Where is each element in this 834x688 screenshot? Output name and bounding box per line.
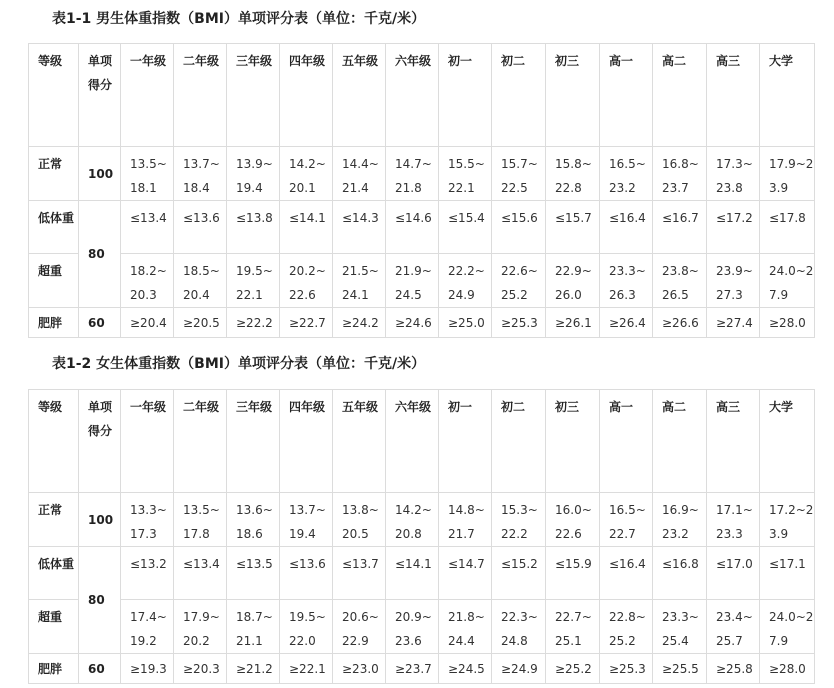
bmi-value-cell: 22.7~25.1 xyxy=(546,600,600,654)
bmi-value-cell: 15.7~22.5 xyxy=(492,147,546,201)
bmi-value-cell: 13.5~17.8 xyxy=(174,493,227,547)
bmi-value-cell: 14.8~21.7 xyxy=(439,493,492,547)
bmi-value-cell: 16.8~23.7 xyxy=(653,147,707,201)
grade-header: 三年级 xyxy=(227,44,280,147)
table-1-caption: 表1-1 男生体重指数（BMI）单项评分表（单位：千克/米） xyxy=(52,11,426,27)
level-label: 超重 xyxy=(29,600,79,654)
grade-header: 高二 xyxy=(653,44,707,147)
grade-header: 高一 xyxy=(600,44,653,147)
bmi-value-cell: ≤17.1 xyxy=(760,547,815,600)
bmi-value-cell: ≤13.7 xyxy=(333,547,386,600)
bmi-value-cell: ≥25.2 xyxy=(546,654,600,684)
bmi-value-cell: 16.9~23.2 xyxy=(653,493,707,547)
bmi-value-cell: 14.2~20.1 xyxy=(280,147,333,201)
bmi-value-cell: 13.6~18.6 xyxy=(227,493,280,547)
bmi-value-cell: ≤13.6 xyxy=(280,547,333,600)
level-label: 低体重 xyxy=(29,547,79,600)
bmi-value-cell: ≤14.1 xyxy=(280,201,333,254)
female-bmi-table xyxy=(28,389,815,684)
bmi-value-cell: 23.3~26.3 xyxy=(600,254,653,308)
grade-header: 高一 xyxy=(600,390,653,493)
grade-header: 一年级 xyxy=(121,390,174,493)
grade-header: 初二 xyxy=(492,44,546,147)
bmi-value-cell: 13.5~18.1 xyxy=(121,147,174,201)
grade-header: 初二 xyxy=(492,390,546,493)
bmi-value-cell: ≤16.7 xyxy=(653,201,707,254)
bmi-value-cell: 23.9~27.3 xyxy=(707,254,760,308)
bmi-value-cell: ≤13.8 xyxy=(227,201,280,254)
bmi-value-cell: 14.4~21.4 xyxy=(333,147,386,201)
bmi-value-cell: 23.3~25.4 xyxy=(653,600,707,654)
bmi-value-cell: 24.0~27.9 xyxy=(760,254,815,308)
grade-header: 初三 xyxy=(546,390,600,493)
bmi-value-cell: 22.8~25.2 xyxy=(600,600,653,654)
bmi-value-cell: 13.9~19.4 xyxy=(227,147,280,201)
score-value: 60 xyxy=(79,654,121,684)
bmi-value-cell: ≥19.3 xyxy=(121,654,174,684)
grade-header: 高三 xyxy=(707,390,760,493)
level-label: 超重 xyxy=(29,254,79,308)
level-label: 肥胖 xyxy=(29,654,79,684)
bmi-value-cell: 17.9~23.9 xyxy=(760,147,815,201)
bmi-value-cell: ≥25.3 xyxy=(492,308,546,338)
bmi-value-cell: 14.2~20.8 xyxy=(386,493,439,547)
bmi-value-cell: 13.3~17.3 xyxy=(121,493,174,547)
bmi-value-cell: 13.7~19.4 xyxy=(280,493,333,547)
bmi-value-cell: 22.6~25.2 xyxy=(492,254,546,308)
bmi-value-cell: ≤16.4 xyxy=(600,547,653,600)
score-value: 80 xyxy=(79,201,121,308)
bmi-value-cell: 16.5~22.7 xyxy=(600,493,653,547)
bmi-value-cell: ≤17.0 xyxy=(707,547,760,600)
bmi-value-cell: ≤14.7 xyxy=(439,547,492,600)
header-row xyxy=(29,390,815,493)
bmi-value-cell: ≤15.2 xyxy=(492,547,546,600)
bmi-value-cell: 21.9~24.5 xyxy=(386,254,439,308)
bmi-value-cell: ≤13.5 xyxy=(227,547,280,600)
table-row-normal xyxy=(29,147,815,201)
bmi-value-cell: 17.4~19.2 xyxy=(121,600,174,654)
bmi-value-cell: ≤17.8 xyxy=(760,201,815,254)
score-value: 100 xyxy=(79,147,121,201)
bmi-value-cell: 19.5~22.0 xyxy=(280,600,333,654)
score-header: 单项得分 xyxy=(79,44,121,147)
bmi-value-cell: 24.0~27.9 xyxy=(760,600,815,654)
bmi-value-cell: 22.3~24.8 xyxy=(492,600,546,654)
bmi-value-cell: 16.5~23.2 xyxy=(600,147,653,201)
grade-header: 六年级 xyxy=(386,390,439,493)
table-row-low xyxy=(29,547,815,600)
bmi-value-cell: ≥28.0 xyxy=(760,308,815,338)
table-row-obese xyxy=(29,308,815,338)
grade-header: 大学 xyxy=(760,44,815,147)
bmi-value-cell: 23.4~25.7 xyxy=(707,600,760,654)
table-row-low xyxy=(29,201,815,254)
bmi-value-cell: 22.2~24.9 xyxy=(439,254,492,308)
grade-header: 大学 xyxy=(760,390,815,493)
table-row-over xyxy=(29,600,815,654)
bmi-value-cell: 17.1~23.3 xyxy=(707,493,760,547)
grade-header: 初一 xyxy=(439,390,492,493)
bmi-value-cell: 18.5~20.4 xyxy=(174,254,227,308)
bmi-value-cell: 20.9~23.6 xyxy=(386,600,439,654)
grade-header: 初一 xyxy=(439,44,492,147)
bmi-value-cell: 16.0~22.6 xyxy=(546,493,600,547)
bmi-value-cell: ≤15.4 xyxy=(439,201,492,254)
bmi-value-cell: 18.7~21.1 xyxy=(227,600,280,654)
bmi-value-cell: ≤13.4 xyxy=(174,547,227,600)
bmi-value-cell: ≤13.6 xyxy=(174,201,227,254)
bmi-value-cell: 22.9~26.0 xyxy=(546,254,600,308)
bmi-value-cell: ≥20.4 xyxy=(121,308,174,338)
table-row-obese xyxy=(29,654,815,684)
bmi-value-cell: 13.7~18.4 xyxy=(174,147,227,201)
bmi-value-cell: 17.3~23.8 xyxy=(707,147,760,201)
bmi-value-cell: ≥22.7 xyxy=(280,308,333,338)
bmi-value-cell: ≥21.2 xyxy=(227,654,280,684)
bmi-value-cell: 21.5~24.1 xyxy=(333,254,386,308)
bmi-value-cell: ≥28.0 xyxy=(760,654,815,684)
bmi-value-cell: ≥22.1 xyxy=(280,654,333,684)
bmi-value-cell: ≤15.9 xyxy=(546,547,600,600)
bmi-value-cell: 15.8~22.8 xyxy=(546,147,600,201)
grade-header: 三年级 xyxy=(227,390,280,493)
bmi-value-cell: ≤13.4 xyxy=(121,201,174,254)
bmi-value-cell: ≥26.1 xyxy=(546,308,600,338)
level-label: 肥胖 xyxy=(29,308,79,338)
bmi-value-cell: ≥25.5 xyxy=(653,654,707,684)
bmi-value-cell: ≤13.2 xyxy=(121,547,174,600)
level-label: 正常 xyxy=(29,147,79,201)
bmi-value-cell: ≤17.2 xyxy=(707,201,760,254)
score-value: 100 xyxy=(79,493,121,547)
score-value: 80 xyxy=(79,547,121,654)
bmi-value-cell: 18.2~20.3 xyxy=(121,254,174,308)
bmi-value-cell: ≥24.2 xyxy=(333,308,386,338)
bmi-value-cell: ≥24.6 xyxy=(386,308,439,338)
grade-header: 初三 xyxy=(546,44,600,147)
table-2-caption: 表1-2 女生体重指数（BMI）单项评分表（单位：千克/米） xyxy=(52,356,426,372)
bmi-value-cell: 23.8~26.5 xyxy=(653,254,707,308)
bmi-value-cell: 13.8~20.5 xyxy=(333,493,386,547)
bmi-value-cell: ≥25.0 xyxy=(439,308,492,338)
grade-header: 五年级 xyxy=(333,390,386,493)
bmi-value-cell: ≤15.7 xyxy=(546,201,600,254)
bmi-value-cell: 14.7~21.8 xyxy=(386,147,439,201)
bmi-value-cell: ≤14.3 xyxy=(333,201,386,254)
grade-header: 高二 xyxy=(653,390,707,493)
bmi-value-cell: 17.9~20.2 xyxy=(174,600,227,654)
bmi-value-cell: ≤14.6 xyxy=(386,201,439,254)
bmi-value-cell: 20.6~22.9 xyxy=(333,600,386,654)
bmi-value-cell: ≥24.5 xyxy=(439,654,492,684)
bmi-value-cell: 15.5~22.1 xyxy=(439,147,492,201)
bmi-value-cell: ≤16.8 xyxy=(653,547,707,600)
grade-header: 四年级 xyxy=(280,390,333,493)
bmi-value-cell: 19.5~22.1 xyxy=(227,254,280,308)
grade-header: 二年级 xyxy=(174,390,227,493)
grade-header: 四年级 xyxy=(280,44,333,147)
score-value: 60 xyxy=(79,308,121,338)
grade-header: 高三 xyxy=(707,44,760,147)
bmi-value-cell: 21.8~24.4 xyxy=(439,600,492,654)
header-row xyxy=(29,44,815,147)
table-row-over xyxy=(29,254,815,308)
bmi-value-cell: ≥20.3 xyxy=(174,654,227,684)
bmi-value-cell: ≥20.5 xyxy=(174,308,227,338)
grade-header: 六年级 xyxy=(386,44,439,147)
bmi-value-cell: 17.2~23.9 xyxy=(760,493,815,547)
bmi-value-cell: ≥25.8 xyxy=(707,654,760,684)
bmi-value-cell: ≤15.6 xyxy=(492,201,546,254)
bmi-value-cell: ≤16.4 xyxy=(600,201,653,254)
level-header: 等级 xyxy=(29,44,79,147)
bmi-value-cell: 20.2~22.6 xyxy=(280,254,333,308)
bmi-value-cell: ≥26.4 xyxy=(600,308,653,338)
bmi-value-cell: ≥22.2 xyxy=(227,308,280,338)
bmi-value-cell: 15.3~22.2 xyxy=(492,493,546,547)
male-bmi-table xyxy=(28,43,815,338)
bmi-value-cell: ≥24.9 xyxy=(492,654,546,684)
bmi-value-cell: ≥25.3 xyxy=(600,654,653,684)
bmi-value-cell: ≥23.7 xyxy=(386,654,439,684)
score-header: 单项得分 xyxy=(79,390,121,493)
level-header: 等级 xyxy=(29,390,79,493)
grade-header: 五年级 xyxy=(333,44,386,147)
bmi-value-cell: ≥27.4 xyxy=(707,308,760,338)
grade-header: 二年级 xyxy=(174,44,227,147)
bmi-value-cell: ≥23.0 xyxy=(333,654,386,684)
table-row-normal xyxy=(29,493,815,547)
bmi-value-cell: ≤14.1 xyxy=(386,547,439,600)
level-label: 低体重 xyxy=(29,201,79,254)
level-label: 正常 xyxy=(29,493,79,547)
bmi-value-cell: ≥26.6 xyxy=(653,308,707,338)
grade-header: 一年级 xyxy=(121,44,174,147)
